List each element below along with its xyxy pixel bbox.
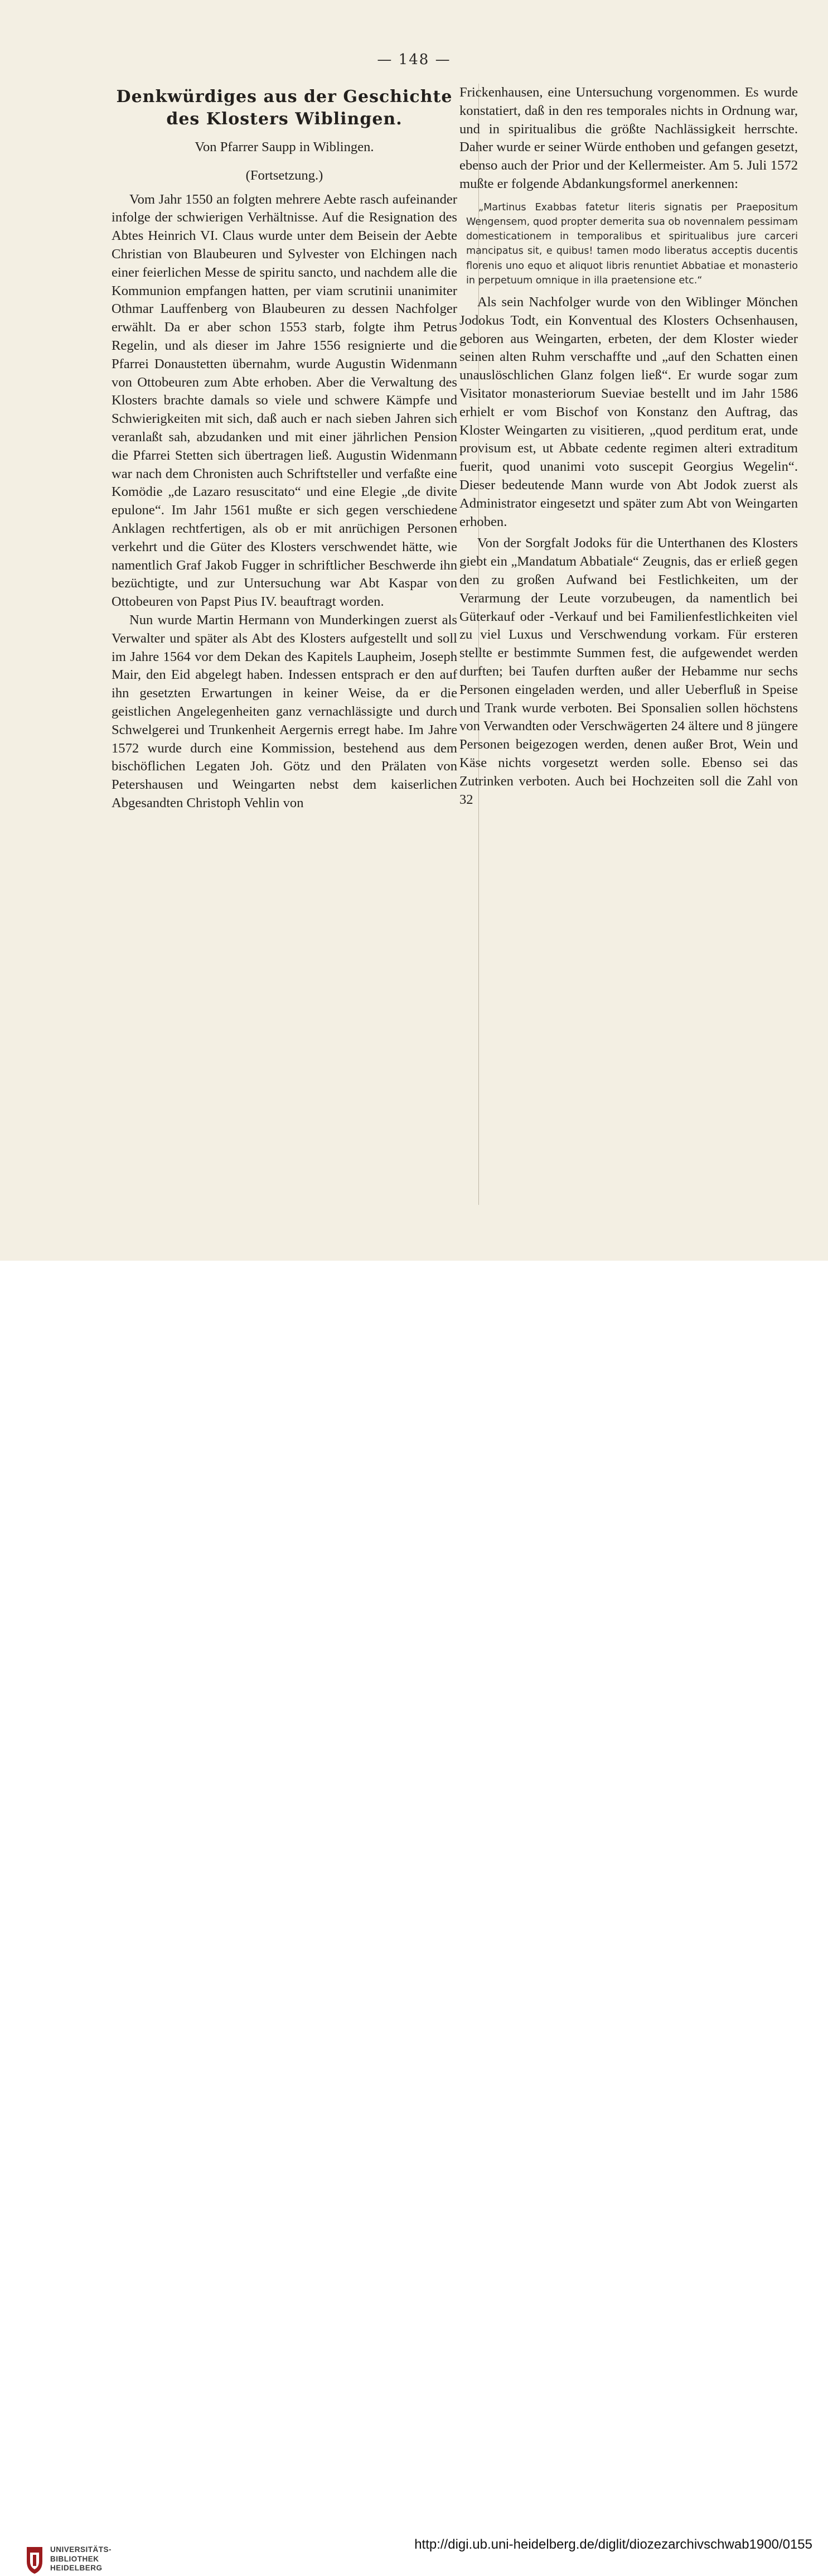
latin-quotation: „Martinus Exabbas fatetur literis signatis per Praepositum Wengensem, quod propter demerita sua ob novennalem pessimam domesticationem in temporalibus et spiritualibus jure carceri mancipatus sit, e quibus! tamen modo liberatus acceptis ducentis florenis uno equo et aliquot libris renuntiet Abbatiae et monasterio in perpetuum omnique in illa praetensione etc.“: [466, 201, 798, 286]
paragraph: Als sein Nachfolger wurde von den Wiblinger Mönchen Jodokus Todt, ein Konventual des Klosters Ochsenhausen, geboren aus Weingarten, erbeten, der dem Kloster wieder seinen alten Ruhm verschaffte und „auf den Schatten einen unauslöschlichen Glanz folgen ließ“. Er wurde sogar zum Visitator monasteriorum Sueviae bestellt und im Jahr 1586 erhielt er vom Bischof von Konstanz den Auftrag, das Kloster Weingarten zu visitieren, „quod perditum erat, unde provisum est, ut Abbate cedente regimen alteri extraditum fuerit, quod unanimi voto suscepit Georgius Wegelin“. Dieser bedeutende Mann wurde von Abt Jodok zuerst als Administrator eingesetzt und später zum Abt von Weingarten erhoben.: [459, 295, 798, 529]
paragraph: Von der Sorgfalt Jodoks für die Unterthanen des Klosters giebt ein „Mandatum Abbatiale“ Zeugnis, das er erließ gegen den zu großen Aufwand bei Festlichkeiten, um der Verarmung der Leute vorzubeugen, da namentlich bei Güterkauf oder -Verkauf und bei Familienfestlichkeiten viel zu viel Luxus und Verschwendung vorkam. Für ersteren stellte er bestimmte Summen fest, die aufgewendet werden durften; bei Taufen durften außer der Hebamme nur sechs Personen eingeladen werden, und aller Ueberfluß in Speise und Trank wurde verboten. Bei Sponsalien sollen höchstens von Verwandten oder Verschwägerten 24 ältere und 8 jüngere Personen beigezogen werden, denen außer Brot, Wein und Käse nichts vorgesetzt werden solle. Ebenso sei das Zutrinken verboten. Auch bei Hochzeiten soll die Zahl von 32: [459, 536, 798, 807]
scanned-page: [0, 0, 828, 1261]
paragraph: Vom Jahr 1550 an folgten mehrere Aebte rasch aufeinander infolge der schwierigen Verhältnisse. Auf die Resignation des Abtes Heinrich VI. Claus wurde unter dem Beisein der Aebte Christian von Blaubeuren und Sylvester von Elchingen nach einer feierlichen Messe de spiritu sancto, und nachdem alle die Kommunion empfangen hatten, per viam scrutinii unanimiter Othmar Lauffenberg von Blaubeuren zu dessen Nachfolger erwählt. Da er aber schon 1553 starb, folgte ihm Petrus Regelin, und als dieser im Jahre 1556 resignierte und die Pfarrei Donaustetten übernahm, wurde Augustin Widenmann von Ottobeuren zum Abte erhoben. Aber die Verwaltung des Klosters brachte damals so viele und schwere Kämpfe und Schwierigkeiten mit sich, daß auch er nach sieben Jahren sich veranlaßt sah, abzudanken und mit einer jährlichen Pension die Pfarrei Stetten sich übertragen ließ. Augustin Widenmann war nach dem Chronisten auch Schriftsteller und verfaßte eine Komödie „de Lazaro resuscitato“ und eine Elegie „de divite epulone“. Im Jahr 1561 mußte er sich gegen verschiedene Anklagen rechtfertigen, als ob er mit anrüchigen Personen verkehrt und die Güter des Klosters verschwendet hätte, wie namentlich Graf Jakob Fugger in schriftlicher Beschwerde ihn bezüchtigte, und zur Untersuchung war Abt Kaspar von Ottobeuren von Papst Pius IV. beauftragt worden.: [112, 191, 457, 610]
paragraph: Nun wurde Martin Hermann von Munderkingen zuerst als Verwalter und später als Abt des Klosters aufgestellt und soll im Jahre 1564 vor dem Dekan des Kapitels Laupheim, Joseph Mair, den Eid abgelegt haben. Indessen entsprach er den auf ihn gesetzten Erwartungen in keiner Weise, da er die geistlichen Angelegenheiten ganz vernachlässigte und durch Schwelgerei und Trunkenheit Aergernis erregt habe. Im Jahre 1572 wurde durch eine Kommission, bestehend aus dem bischöflichen Legaten Joh. Götz und den Prälaten von Petershausen und Weingarten nebst dem kaiserlichen Abgesandten Christoph Vehlin von: [112, 612, 457, 811]
source-url-link[interactable]: http://digi.ub.uni-heidelberg.de/diglit/diozezarchivschwab1900/0155: [414, 2537, 812, 2552]
library-name: [50, 2545, 112, 2573]
article-byline: Von Pfarrer Saupp in Wiblingen.: [195, 139, 374, 155]
continuation-note: (Fortsetzung.): [245, 167, 323, 183]
library-name-line: UNIVERSITÄTS-: [50, 2545, 112, 2554]
left-column: [112, 84, 457, 813]
paragraph: Frickenhausen, eine Untersuchung vorgenommen. Es wurde konstatiert, daß in den res temporales nichts in Ordnung war, und in spiritualibus die größte Nachlässigkeit herrschte. Daher wurde er seiner Würde enthoben und gefangen gesetzt, ebenso auch der Prior und der Kellermeister. Am 5. Juli 1572 mußte er folgende Abdankungsformel anerkennen:: [459, 85, 798, 191]
library-name-line: HEIDELBERG: [50, 2564, 103, 2572]
article-title: Denkwürdiges aus der Geschichte des Klosters Wiblingen.: [116, 87, 453, 129]
footer: [0, 1261, 828, 2572]
page-number: — 148 —: [377, 51, 451, 68]
library-name-line: BIBLIOTHEK: [50, 2554, 99, 2563]
heidelberg-university-library-logo-icon: [25, 2545, 45, 2576]
right-column: [459, 84, 798, 809]
